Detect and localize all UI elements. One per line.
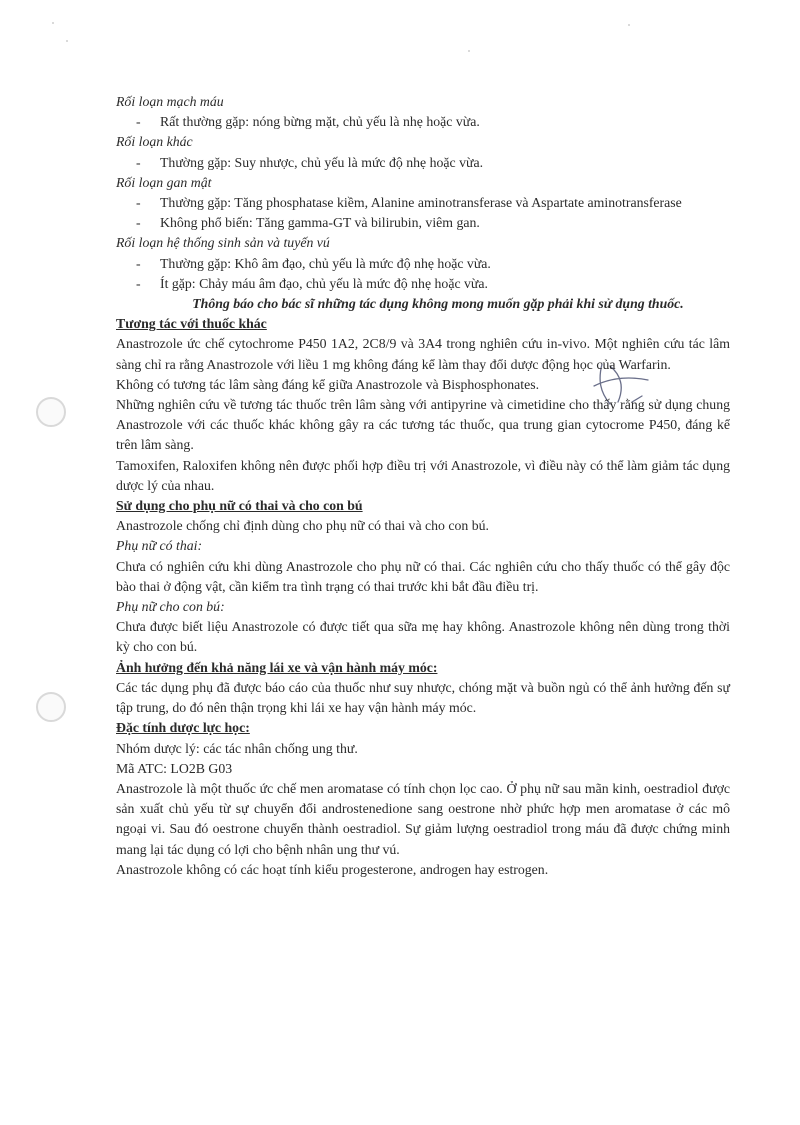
paragraph: Anastrozole là một thuốc ức chế men aromatase có tính chọn lọc cao. Ở phụ nữ sau mãn kinh, oestradiol được sản xuất chủ yếu từ sự chuyển đổi androstenedione sang oestrone nhờ phức hợp men aromatase ở các mô ngoại vi. Sau đó oestrone chuyển thành oestradiol. Sự giảm lượng oestradiol trong máu đã được chứng minh mang lại tác dụng có lợi cho bệnh nhân ung thư vú. — [116, 780, 730, 857]
paragraph: Anastrozole ức chế cytochrome P450 1A2, 2C8/9 và 3A4 trong nghiên cứu in-vivo. Một nghiên cứu tác lâm sàng chỉ ra rằng Anastrozole với liều 1 mg không đáng kể làm thay đổi dược động học của Warfarin. — [116, 336, 730, 372]
atc-code: Mã ATC: LO2B G03 — [116, 760, 233, 776]
bullet-item: - Không phổ biến: Tăng gamma-GT và bilirubin, viêm gan. — [136, 215, 480, 231]
paragraph: Nhóm dược lý: các tác nhân chống ung thư. — [116, 740, 358, 756]
section-heading-interactions: Tương tác với thuốc khác — [116, 316, 267, 332]
paragraph: Chưa được biết liệu Anastrozole có được tiết qua sữa mẹ hay không. Anastrozole không nên dùng trong thời kỳ cho con bú. — [116, 619, 730, 655]
bullet-item: - Thường gặp: Tăng phosphatase kiềm, Alanine aminotransferase và Aspartate aminotransferase — [136, 195, 682, 211]
bullet-item: - Thường gặp: Suy nhược, chủ yếu là mức độ nhẹ hoặc vừa. — [136, 154, 484, 170]
bullet-text: Thường gặp: Khô âm đạo, chủ yếu là mức độ nhẹ hoặc vừa. — [160, 255, 491, 271]
bullet-item: - Ít gặp: Chảy máu âm đạo, chủ yếu là mức độ nhẹ hoặc vừa. — [136, 275, 488, 291]
paragraph: Anastrozole chống chỉ định dùng cho phụ nữ có thai và cho con bú. — [116, 518, 490, 534]
section-heading-pregnancy: Sử dụng cho phụ nữ có thai và cho con bú — [116, 498, 363, 514]
subheading: Phụ nữ có thai: — [116, 538, 203, 554]
section-title: Rối loạn khác — [116, 134, 193, 150]
section-heading-driving: Ảnh hưởng đến khả năng lái xe và vận hành máy móc: — [116, 659, 438, 675]
section-title: Rối loạn hệ thống sinh sản và tuyến vú — [116, 235, 330, 251]
scan-speck — [66, 40, 68, 42]
section-title: Rối loạn mạch máu — [116, 94, 224, 109]
bullet-item: - Thường gặp: Khô âm đạo, chủ yếu là mức độ nhẹ hoặc vừa. — [136, 255, 491, 271]
bullet-text: Rất thường gặp: nóng bừng mặt, chủ yếu là nhẹ hoặc vừa. — [160, 114, 480, 130]
subheading: Phụ nữ cho con bú: — [116, 599, 225, 615]
bullet-text: Thường gặp: Tăng phosphatase kiềm, Alanine aminotransferase và Aspartate aminotransferase — [160, 195, 682, 211]
bullet-text: Không phổ biến: Tăng gamma-GT và bilirubin, viêm gan. — [160, 215, 480, 231]
scan-speck — [52, 22, 54, 24]
paragraph: Anastrozole không có các hoạt tính kiểu progesterone, androgen hay estrogen. — [116, 861, 549, 877]
section-heading-pharmacodynamics: Đặc tính dược lực học: — [116, 720, 250, 736]
adverse-effects-notice: Thông báo cho bác sĩ những tác dụng không mong muốn gặp phải khi sử dụng thuốc. — [192, 296, 684, 312]
scan-speck — [468, 50, 470, 52]
scan-speck — [628, 24, 630, 26]
paragraph: Chưa có nghiên cứu khi dùng Anastrozole cho phụ nữ có thai. Các nghiên cứu cho thấy thuốc có thể gây độc bào thai ở động vật, cần kiểm tra tình trạng có thai trước khi bắt đầu điều trị. — [116, 558, 730, 594]
paragraph: Không có tương tác lâm sàng đáng kể giữa Anastrozole và Bisphosphonates. — [116, 376, 540, 392]
paragraph: Các tác dụng phụ đã được báo cáo của thuốc như suy nhược, chóng mặt và buồn ngủ có thể ảnh hưởng đến sự tập trung, do đó nên thận trọng khi lái xe hay vận hành máy móc. — [116, 679, 730, 716]
paragraph: Tamoxifen, Raloxifen không nên được phối hợp điều trị với Anastrozole, vì điều này có thể làm giảm tác dụng dược lý của nhau. — [116, 457, 730, 493]
document-body — [116, 92, 730, 880]
punch-hole — [36, 692, 66, 722]
bullet-item: - Rất thường gặp: nóng bừng mặt, chủ yếu là nhẹ hoặc vừa. — [136, 114, 480, 130]
section-title: Rối loạn gan mật — [116, 174, 212, 190]
paragraph: Những nghiên cứu về tương tác thuốc trên lâm sàng với antipyrine và cimetidine cho thấy rằng sử dụng chung Anastrozole với các thuốc khác không gây ra các tương tác thuốc, qua trung gian cytocrome P450, đáng kể trên lâm sàng. — [116, 397, 730, 453]
punch-hole — [36, 397, 66, 427]
bullet-text: Ít gặp: Chảy máu âm đạo, chủ yếu là mức độ nhẹ hoặc vừa. — [160, 275, 488, 291]
bullet-text: Thường gặp: Suy nhược, chủ yếu là mức độ nhẹ hoặc vừa. — [160, 154, 484, 170]
